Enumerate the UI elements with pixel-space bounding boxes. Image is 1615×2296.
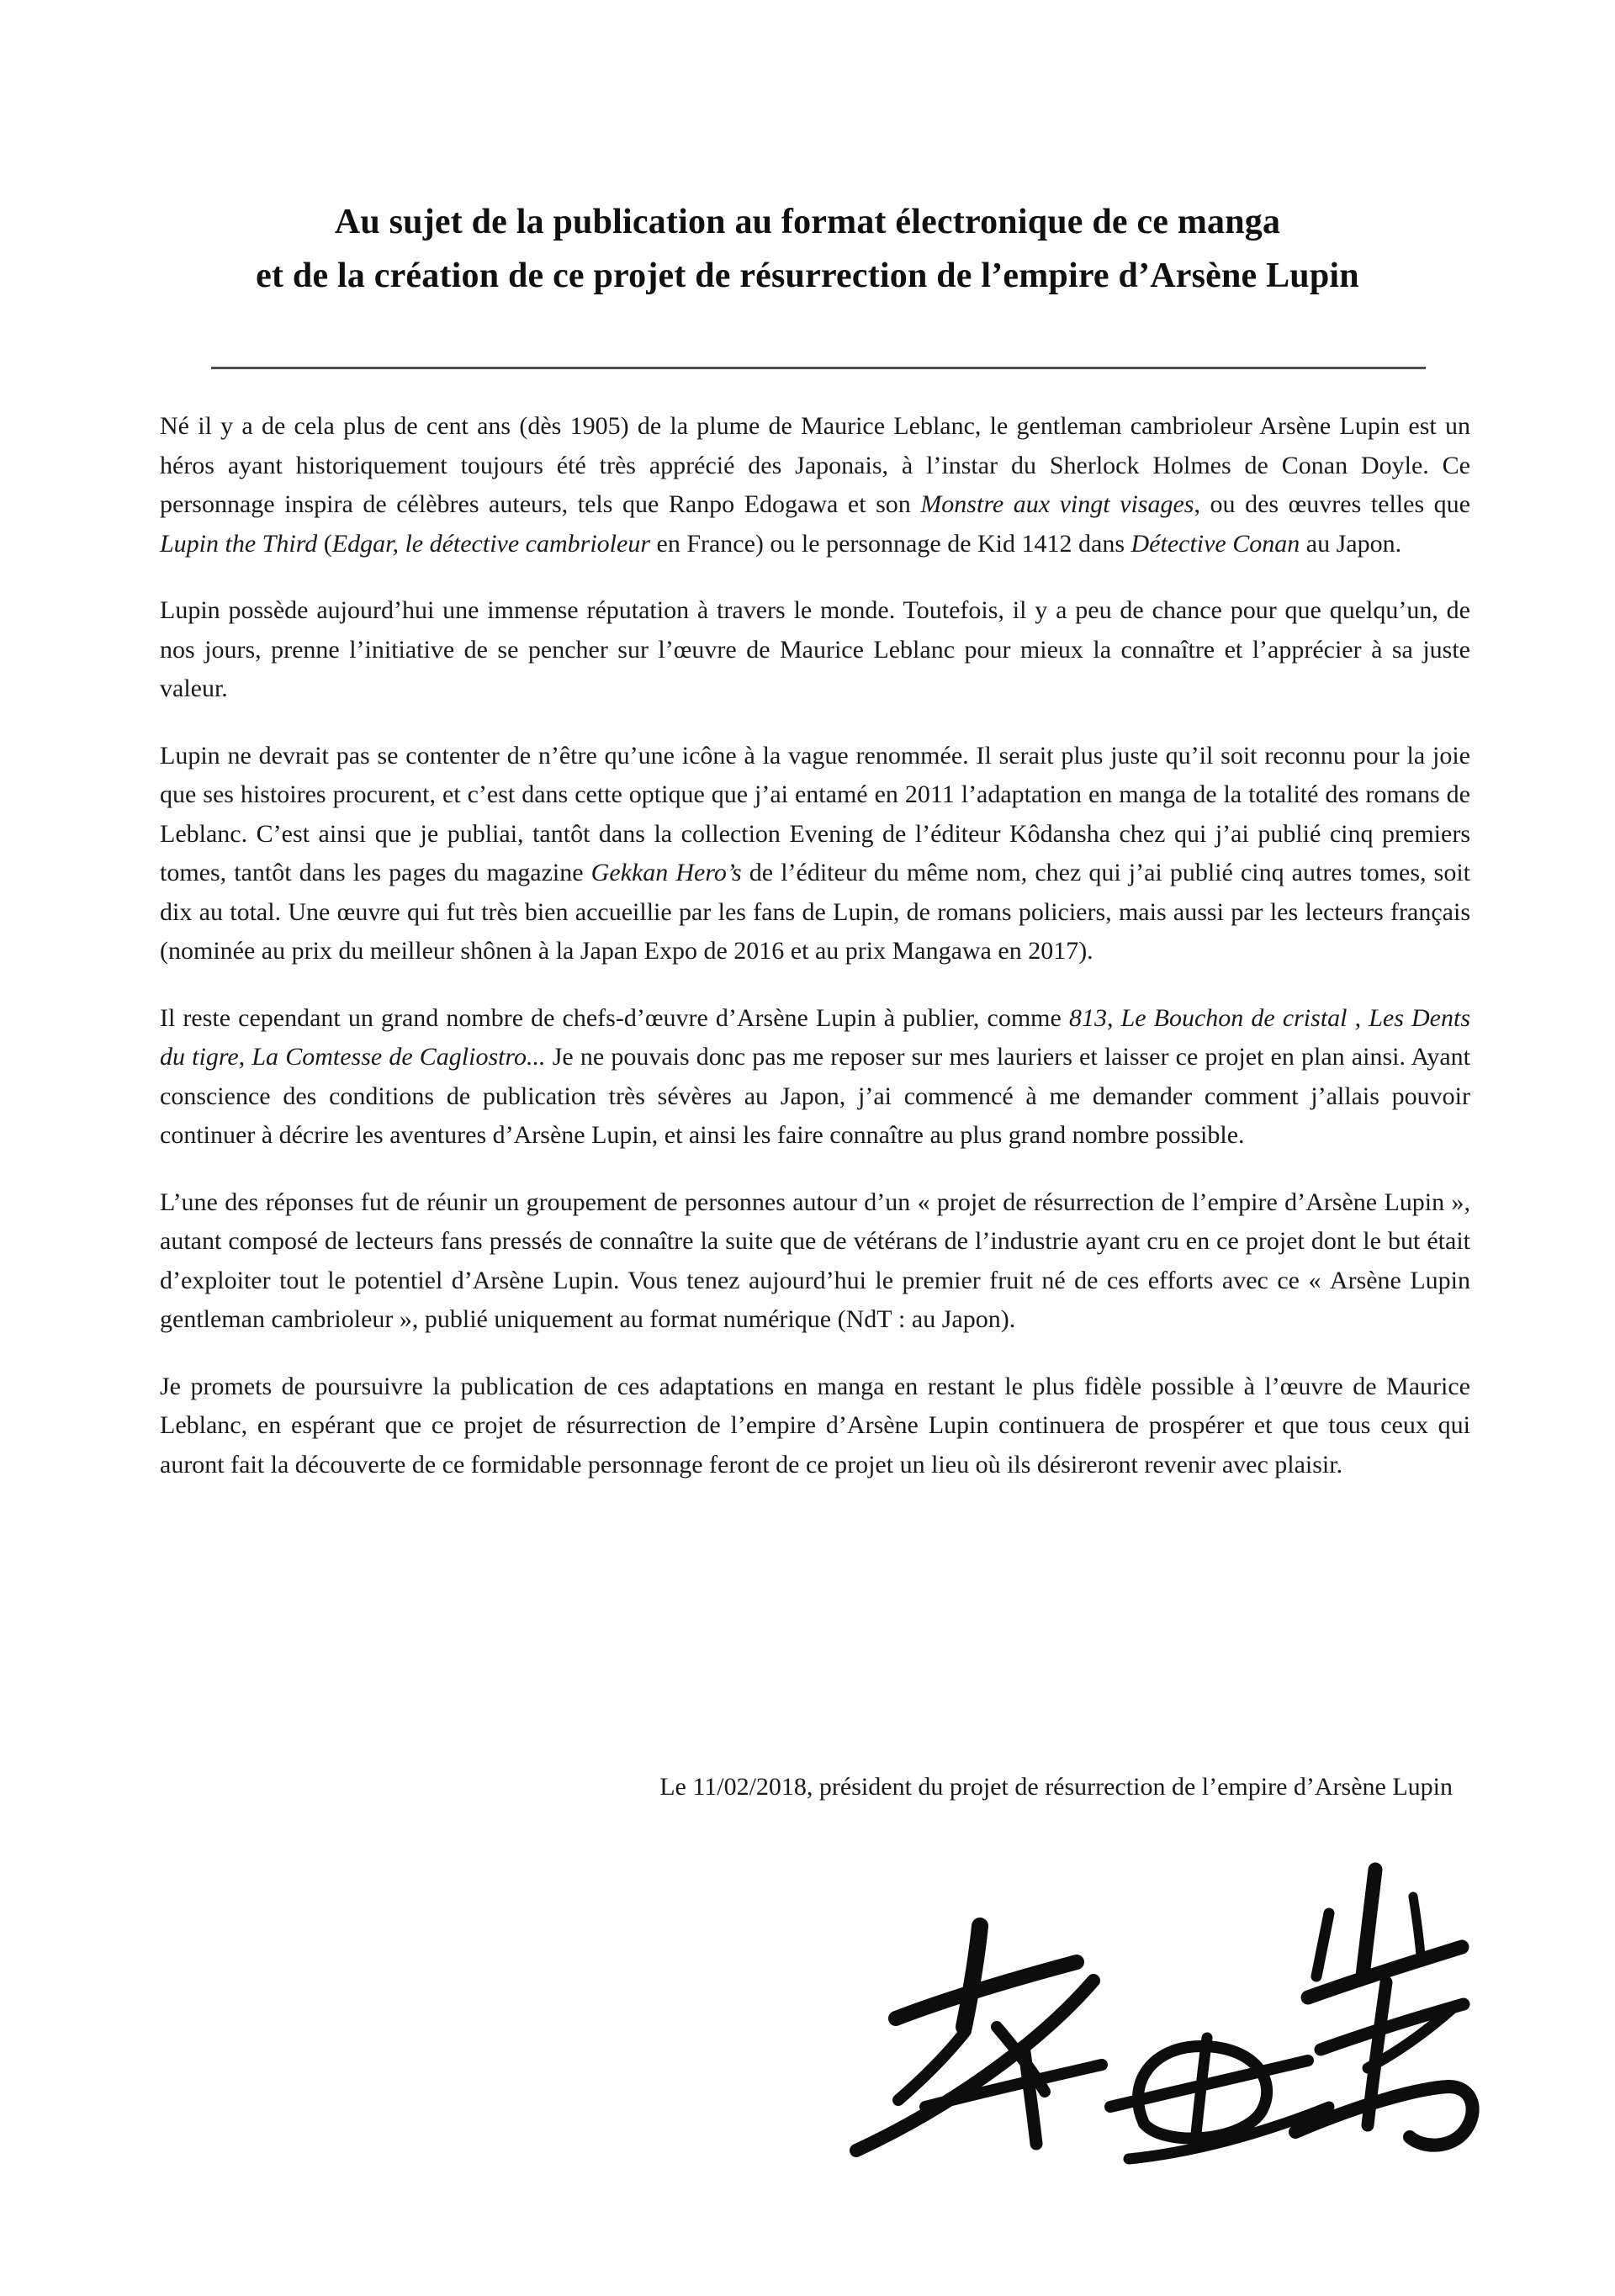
paragraph [160,999,1470,1156]
paragraph [160,591,1470,709]
italic-text-segment: Le Bouchon de cristal [1120,1003,1348,1032]
text-segment: Lupin ne devrait pas se contenter de n’être qu’une icône à la vague renommée. Il serait plus juste qu’il soit reconnu pour la joie que ses histoires procurent, et c’est dans cette optique que j’ai entamé en 2011 l’adaptation en manga de la totalité des romans de Leblanc. C’est ainsi que je publiai, tantôt dans la collection Evening de l’éditeur Kôdansha chez qui j’ai publié cinq premiers tomes, tantôt dans les pages du magazine [160,741,1470,886]
text-segment: ( [317,529,332,558]
italic-text-segment: Monstre aux vingt visages [920,490,1194,518]
title-divider-rule [211,367,1426,369]
text-segment: Lupin possède aujourd’hui une immense réputation à travers le monde. Toutefois, il y a peu de chance pour que quelqu’un, de nos jours, prenne l’initiative de se pencher sur l’œuvre de Maurice Leblanc pour mieux la connaître et l’apprécier à sa juste valeur. [160,596,1470,702]
signature-calligraphy [824,1854,1480,2166]
text-segment: de l’éditeur du même nom, chez qui j’ai publié cinq autres tomes, soit dix au total. Une œuvre qui fut très bien accueillie par les fans de Lupin, de romans policiers, mais aussi par les lecteurs français (nominée au prix du meilleur shônen à la Japan Expo de 2016 et au prix Mangawa en 2017). [160,859,1470,965]
text-segment: , [238,1043,252,1071]
italic-text-segment: Détective Conan [1130,529,1300,558]
text-segment: Il reste cependant un grand nombre de chefs-d’œuvre d’Arsène Lupin à publier, comme [160,1003,1069,1032]
paragraph [160,1183,1470,1340]
italic-text-segment: 813 [1068,1003,1107,1032]
italic-text-segment: Edgar, le détective cambrioleur [331,529,650,558]
italic-text-segment: Lupin the Third [160,529,318,558]
page-title-line1: Au sujet de la publication au format électronique de ce manga [334,203,1281,241]
signature-svg [824,1854,1480,2166]
text-segment: , [1347,1003,1369,1032]
text-segment: en France) ou le personnage de Kid 1412 dans [650,529,1131,558]
text-segment: , [1106,1003,1121,1032]
body-text-column [160,407,1470,1512]
paragraph [160,407,1470,563]
italic-text-segment: La Comtesse de Cagliostro... [252,1043,546,1071]
text-segment: L’une des réponses fut de réunir un groupement de personnes autour d’un « projet de résurrection de l’empire d’Arsène Lupin », autant composé de lecteurs fans pressés de connaître la suite que de vétérans de l’industrie ayant cru en ce projet dont le but était d’exploiter tout le potentiel d’Arsène Lupin. Vous tenez aujourd’hui le premier fruit né de ces efforts avec ce « Arsène Lupin gentleman cambrioleur », publié uniquement au format numérique (NdT : au Japon). [160,1188,1470,1333]
text-segment: , ou des œuvres telles que [1194,490,1470,518]
text-segment: Né il y a de cela plus de cent ans (dès 1905) de la plume de Maurice Leblanc, le gentleman cambrioleur Arsène Lupin est un héros ayant historiquement toujours été très apprécié des Japonais, à l’instar du Sherlock Holmes de Conan Doyle. Ce personnage inspira de célèbres auteurs, tels que Ranpo Edogawa et son [160,412,1470,518]
page-title-line2: et de la création de ce projet de résurrection de l’empire d’Arsène Lupin [256,257,1359,295]
text-segment: Je ne pouvais donc pas me reposer sur mes lauriers et laisser ce projet en plan ainsi. Ayant conscience des conditions de publication très sévères au Japon, j’ai commencé à me demander comment j’allais pouvoir continuer à décrire les aventures d’Arsène Lupin, et ainsi les faire connaître au plus grand nombre possible. [160,1043,1471,1149]
date-signature-line: Le 11/02/2018, président du projet de résurrection de l’empire d’Arsène Lupin [659,1773,1453,1801]
italic-text-segment: Gekkan Hero’s [590,859,742,886]
paragraph [160,1368,1470,1485]
paragraph [160,737,1470,971]
text-segment: au Japon. [1300,529,1402,558]
page-title [0,195,1615,303]
text-segment: Je promets de poursuivre la publication de ces adaptations en manga en restant le plus fidèle possible à l’œuvre de Maurice Leblanc, en espérant que ce projet de résurrection de l’empire d’Arsène Lupin continuera de prospérer et que tous ceux qui auront fait la découverte de ce formidable personnage feront de ce projet un lieu où ils désireront revenir avec plaisir. [160,1372,1470,1479]
italic-text-segment: Les Dents du tigre [160,1003,1470,1071]
